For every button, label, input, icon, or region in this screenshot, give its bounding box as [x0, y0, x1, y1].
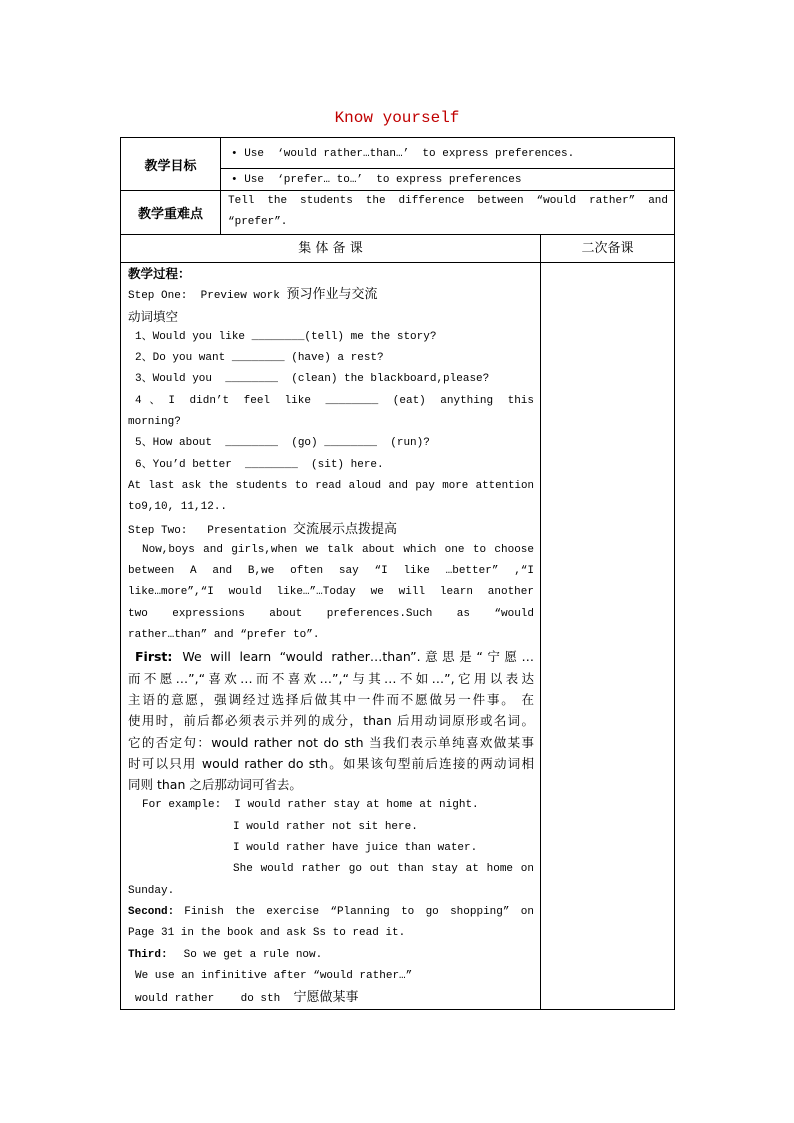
process-line: Now,boys and girls,when we talk about which one to choose [142, 543, 534, 556]
lesson-plan-table [120, 137, 675, 1010]
step-two-title: Step Two: Presentation [128, 524, 287, 537]
rule-phrase-cn: 宁愿做某事 [293, 990, 359, 1006]
process-line: between A and B,we often say “I like …better” ,“I [128, 565, 534, 578]
secondary-prep-header-cell [541, 235, 675, 263]
process-line [128, 646, 534, 667]
process-line: 而不愿…”,“喜欢…而不喜欢…”,“与其…不如…”,它用以表达 [128, 670, 534, 686]
second-text: Finish the exercise “Planning to go shopping” on [184, 905, 534, 918]
objectives-cell [221, 138, 675, 191]
process-line: We use an infinitive after “would rather…” [135, 969, 413, 982]
objectives-row [121, 138, 675, 191]
process-line: Page 31 in the book and ask Ss to read it. [128, 927, 406, 940]
collective-prep-header: 集 体 备 课 [298, 241, 363, 256]
example-line: For example: I would rather stay at home at night. [142, 799, 479, 812]
process-line [128, 284, 534, 305]
secondary-prep-notes [541, 263, 674, 1009]
process-row [121, 263, 675, 1010]
process-line: 使用时，前后都必须表示并列的成分，than 后用动词原形或名词。 [128, 713, 534, 729]
page-title: Know yourself [334, 109, 460, 127]
secondary-prep-cell [541, 263, 675, 1010]
process-line: like…more”,“I would like…”…Today we will learn another [128, 586, 534, 599]
key-points-cell [221, 191, 675, 235]
process-line: 时可以只用 would rather do sth。如果该句型前后连接的两动词相 [128, 755, 534, 771]
process-cell [121, 263, 541, 1010]
process-line: 动词填空 [128, 308, 179, 324]
first-label: First: [135, 649, 173, 665]
process-line [128, 987, 534, 1008]
process-line: rather…than” and “prefer to”. [128, 629, 320, 642]
third-text: So we get a rule now. [183, 948, 323, 961]
example-line: She would rather go out than stay at home on [233, 863, 534, 876]
step-two-title-cn: 交流展示点拨提高 [293, 521, 398, 537]
secondary-prep-header: 二次备课 [581, 241, 634, 256]
process-line: At last ask the students to read aloud and pay more attention [128, 479, 534, 492]
key-points-label-cell [121, 191, 221, 235]
exercise-item: 2、Do you want ________ (have) a rest? [135, 352, 384, 365]
exercise-item: 1、Would you like ________(tell) me the story? [135, 330, 437, 343]
process-line [128, 902, 534, 923]
exercise-item: 6、You’d better ________ (sit) here. [135, 458, 384, 471]
key-points-row [121, 191, 675, 235]
step-one-title: Step One: Preview work [128, 290, 280, 303]
exercise-item: 4、I didn’t feel like ________ (eat) anything this [135, 394, 534, 407]
example-line: I would rather have juice than water. [233, 842, 478, 855]
exercise-item: 5、How about ________ (go) ________ (run)? [135, 437, 430, 450]
collective-prep-header-cell [121, 235, 541, 263]
exercise-item: 3、Would you ________ (clean) the blackboard,please? [135, 373, 490, 386]
step-one-title-cn: 预习作业与交流 [286, 287, 378, 303]
objectives-label: 教学目标 [144, 158, 197, 174]
process-line: 它的否定句：would rather not do sth 当我们表示单纯喜欢做某事 [128, 734, 534, 750]
objectives-label-cell [121, 138, 221, 191]
example-line: I would rather not sit here. [233, 820, 418, 833]
process-line: to9,10, 11,12.. [128, 501, 228, 514]
exercise-item-continued: morning? [128, 416, 181, 429]
example-line-continued: Sunday. [128, 884, 175, 897]
objective-item: • Use ‘prefer… to…’ to express preferences [231, 174, 522, 186]
process-line: 主语的意愿，强调经过选择后做其中一件而不愿做另一件事。 在 [128, 691, 534, 707]
objective-item: • Use ‘would rather…than…’ to express preferences. [221, 138, 674, 169]
process-line [128, 945, 534, 966]
column-header-row [121, 235, 675, 263]
process-content [121, 263, 540, 1009]
rule-phrase: would rather do sth [135, 993, 281, 1006]
process-line: two expressions about preferences.Such as “would [128, 607, 534, 620]
process-heading: 教学过程： [128, 266, 191, 281]
process-line [128, 519, 534, 540]
second-label: Second: [128, 905, 175, 918]
key-points-text: Tell the students the difference between “would rather” and “prefer”. [228, 195, 669, 229]
process-line: 同则 than 之后那动词可省去。 [128, 777, 302, 793]
third-label: Third: [128, 948, 168, 961]
first-text: We will learn “would rather…than”.意思是“宁愿… [182, 649, 534, 665]
key-points-label: 教学重难点 [137, 207, 203, 222]
